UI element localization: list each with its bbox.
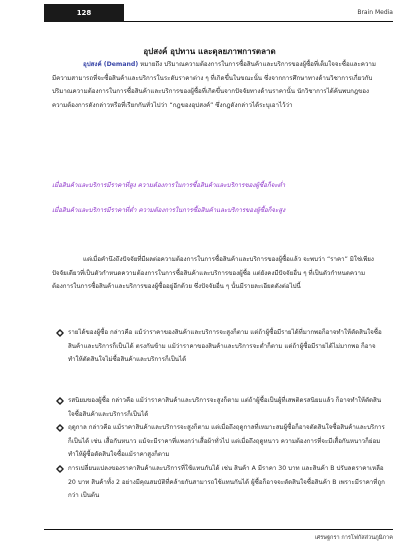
diamond-bullet-icon xyxy=(56,465,64,473)
diamond-bullet-icon xyxy=(56,424,64,432)
factor-list xyxy=(56,326,386,516)
list-item xyxy=(56,394,386,421)
diamond-bullet-icon xyxy=(56,329,64,337)
intro-paragraph xyxy=(52,58,378,112)
page-footer xyxy=(44,529,393,541)
law-of-demand-line-1: เมื่อสินค้าและบริการมีราคาที่สูง ความต้องการในการซื้อสินค้าและบริการของผู้ซื้อก็จะต่ำ xyxy=(52,182,286,189)
demand-term: อุปสงค์ (Demand) xyxy=(83,61,139,68)
list-item xyxy=(56,421,386,462)
section-title: อุปสงค์ อุปทาน และดุลยภาพการตลาด xyxy=(143,47,276,56)
diamond-bullet-icon xyxy=(56,397,64,405)
list-item-text: รสนิยมของผู้ซื้อ กล่าวคือ แม้ว่าราคาสินค้าและบริการจะสูงก็ตาม แต่ถ้าผู้ซื้อเป็นผู้ที่เสพติดรสนิยมแล้ว ก็อาจทำให้ตัดสินใจซื้อสินค้าและบริการก็เป็นได้ xyxy=(68,397,382,418)
list-item xyxy=(56,326,386,394)
list-item-text: รายได้ของผู้ซื้อ กล่าวคือ แม้ว่าราคาของสินค้าและบริการจะสูงก็ตาม แต่ถ้าผู้ซื้อมีรายได้ที่มากพอก็อาจทำให้ตัดสินใจซื้อสินค้าและบริการก็เป็นได้ ตรงกันข้าม แม้ว่าราคาของสินค้าและบริการจะต่ำก็ตาม แต่ถ้าผู้ซื้อมีรายได้ไม่มากพอ ก็อาจทำให้ตัดสินใจไม่ซื้อสินค้าและบริการก็เป็นได้ xyxy=(68,329,382,364)
list-item-text: การเปลี่ยนแปลงของราคาสินค้าและบริการที่ใช้แทนกันได้ เช่น สินค้า A มีราคา 30 บาท และสินค้า B ปรับลดราคาเหลือ 20 บาท สินค้าทั้ง 2 อย่างมีคุณสมบัติที่คล้ายกันสามารถใช้แทนกันได้ ผู้ซื้อก็อาจจะตัดสินใจซื้อสินค้า B เพราะมีราคาที่ถูกกว่า เป็นต้น xyxy=(68,465,385,500)
list-item-text: ฤดูกาล กล่าวคือ แม้ราคาสินค้าและบริการจะสูงก็ตาม แต่เมื่อถึงฤดูกาลที่เหมาะสมผู้ซื้อก็อาจตัดสินใจซื้อสินค้าและบริการก็เป็นได้ เช่น เสื้อกันหนาว แม้จะมีราคาที่แพงกว่าเสื้อผ้าทั่วไป แต่เมื่อถึงฤดูหนาว ความต้องการที่จะมีเสื้อกันหนาวก็ย่อมทำให้ผู้ซื้อตัดสินใจซื้อแม้ราคาสูงก็ตาม xyxy=(68,424,385,459)
page-number: 128 xyxy=(44,4,124,22)
list-item xyxy=(56,462,386,516)
footer-text: เศรษฐกรา การโฟกัสส่วนภูมิภาค xyxy=(314,535,393,541)
page-header xyxy=(44,4,393,22)
factors-intro-paragraph: แต่เมื่อคำนึงถึงปัจจัยที่มีผลต่อความต้องการในการซื้อสินค้าและบริการของผู้ซื้อแล้ว จะพบว่า “ราคา” มิใช่เพียงปัจจัยเดียวที่เป็นตัวกำหนดความต้องการในการซื้อสินค้าและบริการของผู้ซื้อ แต่ยังคงมีปัจจัยอื่น ๆ ที่เป็นตัวกำหนดความต้องการในการซื้อสินค้าและบริการของผู้ซื้ออยู่อีกด้วย ซึ่งปัจจัยอื่น ๆ นั้นมีรายละเอียดดังต่อไปนี้ xyxy=(52,256,374,291)
intro-text: หมายถึง ปริมาณความต้องการในการซื้อสินค้าและบริการของผู้ซื้อที่เต็มใจจะซื้อและความมีความสามารถที่จะซื้อสินค้าและบริการในระดับราคาต่าง ๆ ที่เกิดขึ้นในขณะนั้น ซึ่งจากการศึกษาทางด้านวิชาการเกี่ยวกับปริมาณความต้องการในการซื้อสินค้าและบริการของผู้ซื้อที่เกิดขึ้นจากปัจจัยทางด้านราคานั้น นักวิชาการได้ค้นพบกฎของความต้องการดังกล่าวหรือที่เรียกกันทั่วไปว่า “กฎของอุปสงค์” ซึ่งกฎดังกล่าวได้ระบุเอาไว้ว่า xyxy=(52,61,376,109)
law-of-demand-line-2: เมื่อสินค้าและบริการมีราคาที่ต่ำ ความต้องการในการซื้อสินค้าและบริการของผู้ซื้อก็จะสูง xyxy=(52,207,286,214)
brand-name: Brain Media xyxy=(357,9,393,16)
